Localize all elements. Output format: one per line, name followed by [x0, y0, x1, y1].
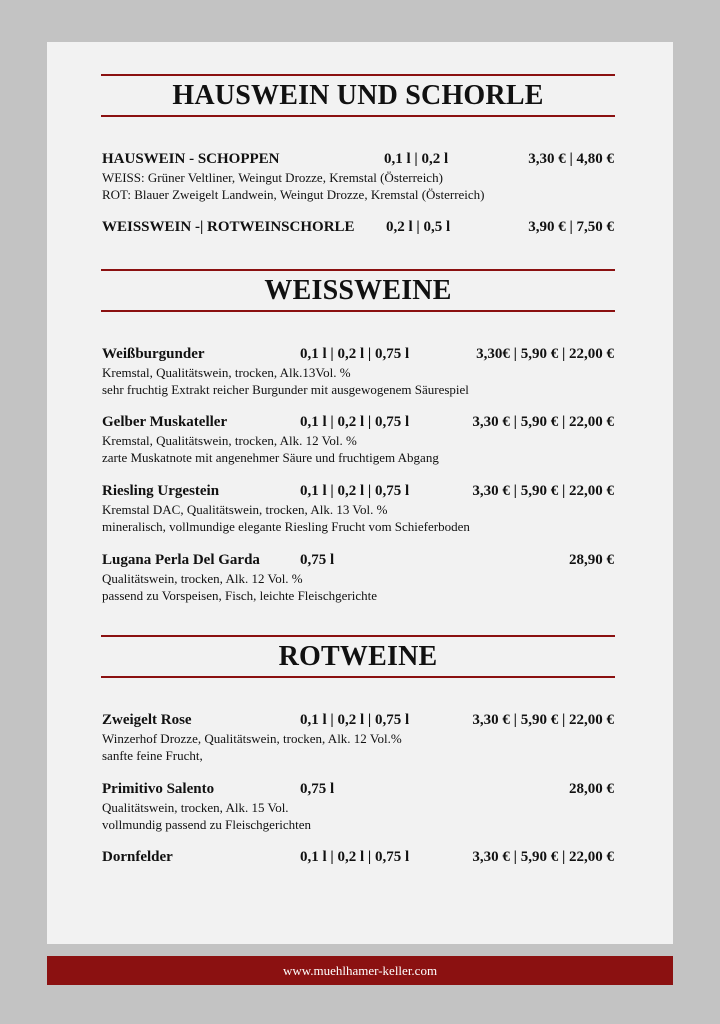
- item-price: 3,30 € | 5,90 € | 22,00 €: [472, 414, 614, 430]
- item-desc: Winzerhof Drozze, Qualitätswein, trocken, Alk. 12 Vol.%: [102, 731, 402, 746]
- item-desc: WEISS: Grüner Veltliner, Weingut Drozze, Kremstal (Österreich): [102, 170, 443, 185]
- item-size: 0,1 l | 0,2 l | 0,75 l: [300, 483, 410, 499]
- menu-item-zweigelt-rose: [102, 710, 614, 764]
- section-header-weissweine: [101, 269, 615, 312]
- item-desc: Qualitätswein, trocken, Alk. 12 Vol. %: [102, 571, 303, 586]
- menu-item-hauswein-schoppen: [102, 149, 614, 203]
- item-size: 0,1 l | 0,2 l | 0,75 l: [300, 712, 410, 728]
- item-price: 28,00 €: [569, 781, 614, 797]
- item-price: 3,90 € | 7,50 €: [528, 219, 614, 235]
- item-price: 3,30 € | 5,90 € | 22,00 €: [472, 849, 614, 865]
- item-desc: vollmundig passend zu Fleischgerichten: [102, 817, 312, 832]
- item-name: Weißburgunder: [102, 346, 205, 362]
- menu-item-gelber-muskateller: [102, 412, 614, 466]
- item-name: Gelber Muskateller: [102, 414, 228, 430]
- item-name: WEISSWEIN -| ROTWEINSCHORLE: [102, 219, 355, 235]
- footer-bar: [47, 956, 673, 985]
- item-name: Primitivo Salento: [102, 781, 215, 797]
- item-desc: ROT: Blauer Zweigelt Landwein, Weingut Drozze, Kremstal (Österreich): [102, 187, 485, 202]
- section-title: WEISSWEINE: [264, 275, 452, 306]
- item-size: 0,2 l | 0,5 l: [386, 219, 451, 235]
- item-name: Zweigelt Rose: [102, 712, 192, 728]
- item-size: 0,1 l | 0,2 l: [384, 151, 449, 167]
- item-price: 3,30 € | 5,90 € | 22,00 €: [472, 483, 614, 499]
- menu-page: [47, 42, 673, 944]
- item-price: 3,30 € | 5,90 € | 22,00 €: [472, 712, 614, 728]
- menu-item-weissburgunder: [102, 344, 614, 398]
- item-name: HAUSWEIN - SCHOPPEN: [102, 151, 280, 167]
- menu-item-primitivo: [102, 779, 614, 833]
- item-desc: sehr fruchtig Extrakt reicher Burgunder mit ausgewogenem Säurespiel: [102, 382, 469, 397]
- menu-item-schorle: [102, 217, 614, 237]
- item-name: Riesling Urgestein: [102, 483, 220, 499]
- item-desc: mineralisch, vollmundige elegante Riesling Frucht vom Schieferboden: [102, 519, 470, 534]
- item-price: 3,30€ | 5,90 € | 22,00 €: [476, 346, 614, 362]
- item-desc: Kremstal DAC, Qualitätswein, trocken, Alk. 13 Vol. %: [102, 502, 388, 517]
- section-title: ROTWEINE: [278, 641, 438, 672]
- item-desc: Kremstal, Qualitätswein, trocken, Alk.13Vol. %: [102, 365, 351, 380]
- item-size: 0,1 l | 0,2 l | 0,75 l: [300, 849, 410, 865]
- item-price: 28,90 €: [569, 552, 614, 568]
- item-name: Lugana Perla Del Garda: [102, 552, 260, 568]
- item-size: 0,75 l: [300, 552, 335, 568]
- item-desc: zarte Muskatnote mit angenehmer Säure und fruchtigem Abgang: [102, 450, 439, 465]
- item-size: 0,1 l | 0,2 l | 0,75 l: [300, 346, 410, 362]
- menu-item-dornfelder: [102, 847, 614, 867]
- item-desc: sanfte feine Frucht,: [102, 748, 203, 763]
- menu-item-lugana: [102, 550, 614, 604]
- section-title: HAUSWEIN UND SCHORLE: [172, 80, 544, 111]
- item-desc: passend zu Vorspeisen, Fisch, leichte Fleischgerichte: [102, 588, 377, 603]
- item-size: 0,1 l | 0,2 l | 0,75 l: [300, 414, 410, 430]
- item-price: 3,30 € | 4,80 €: [528, 151, 614, 167]
- item-desc: Kremstal, Qualitätswein, trocken, Alk. 12 Vol. %: [102, 433, 357, 448]
- website-link[interactable]: www.muehlhamer-keller.com: [282, 963, 438, 978]
- section-header-rotweine: [101, 635, 615, 678]
- item-size: 0,75 l: [300, 781, 335, 797]
- menu-item-riesling-urgestein: [102, 481, 614, 535]
- item-desc: Qualitätswein, trocken, Alk. 15 Vol.: [102, 800, 289, 815]
- item-name: Dornfelder: [102, 849, 173, 865]
- section-header-hauswein: [101, 74, 615, 117]
